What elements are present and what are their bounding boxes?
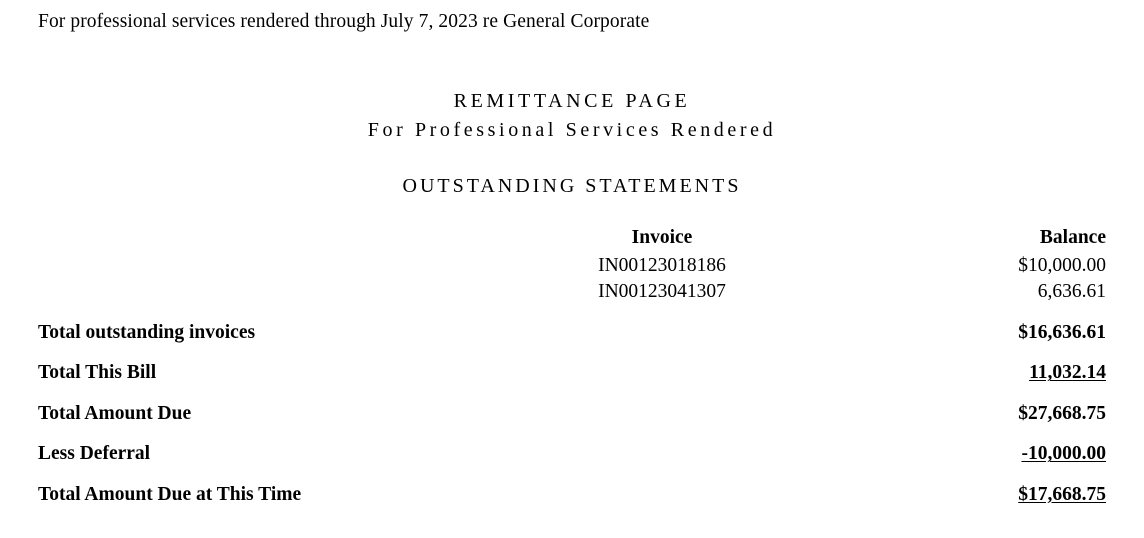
total-label: Less Deferral	[38, 443, 151, 465]
column-header-balance: Balance	[1039, 227, 1106, 249]
total-label: Total Amount Due at This Time	[38, 483, 302, 505]
page-subtitle: For Professional Services Rendered	[367, 119, 777, 142]
table-row	[38, 256, 1106, 276]
page-title: REMITTANCE PAGE	[453, 90, 691, 113]
total-row-outstanding-invoices	[38, 323, 1106, 343]
total-row-this-bill	[38, 363, 1106, 383]
total-value: -10,000.00	[1021, 443, 1106, 465]
total-row-less-deferral	[38, 444, 1106, 464]
total-value: $27,668.75	[1018, 402, 1106, 424]
column-header-invoice: Invoice	[631, 227, 693, 249]
total-value: 11,032.14	[1029, 362, 1106, 384]
invoice-balance: $10,000.00	[1018, 254, 1106, 276]
total-row-amount-due-this-time	[38, 485, 1106, 505]
outstanding-statements-table	[38, 228, 1106, 504]
invoice-balance: 6,636.61	[1037, 281, 1106, 303]
table-row	[38, 282, 1106, 302]
total-label: Total Amount Due	[38, 402, 192, 424]
intro-text: For professional services rendered through July 7, 2023 re General Corporate	[38, 11, 650, 32]
total-label: Total outstanding invoices	[38, 321, 256, 343]
total-label: Total This Bill	[38, 362, 157, 384]
section-title: OUTSTANDING STATEMENTS	[402, 175, 742, 198]
table-header-row	[38, 228, 1106, 248]
total-row-amount-due	[38, 404, 1106, 424]
invoice-number: IN00123018186	[598, 254, 726, 276]
total-value: $16,636.61	[1018, 321, 1106, 343]
total-value: $17,668.75	[1018, 483, 1106, 505]
invoice-number: IN00123041307	[598, 281, 726, 303]
remittance-heading-block	[38, 87, 1106, 145]
